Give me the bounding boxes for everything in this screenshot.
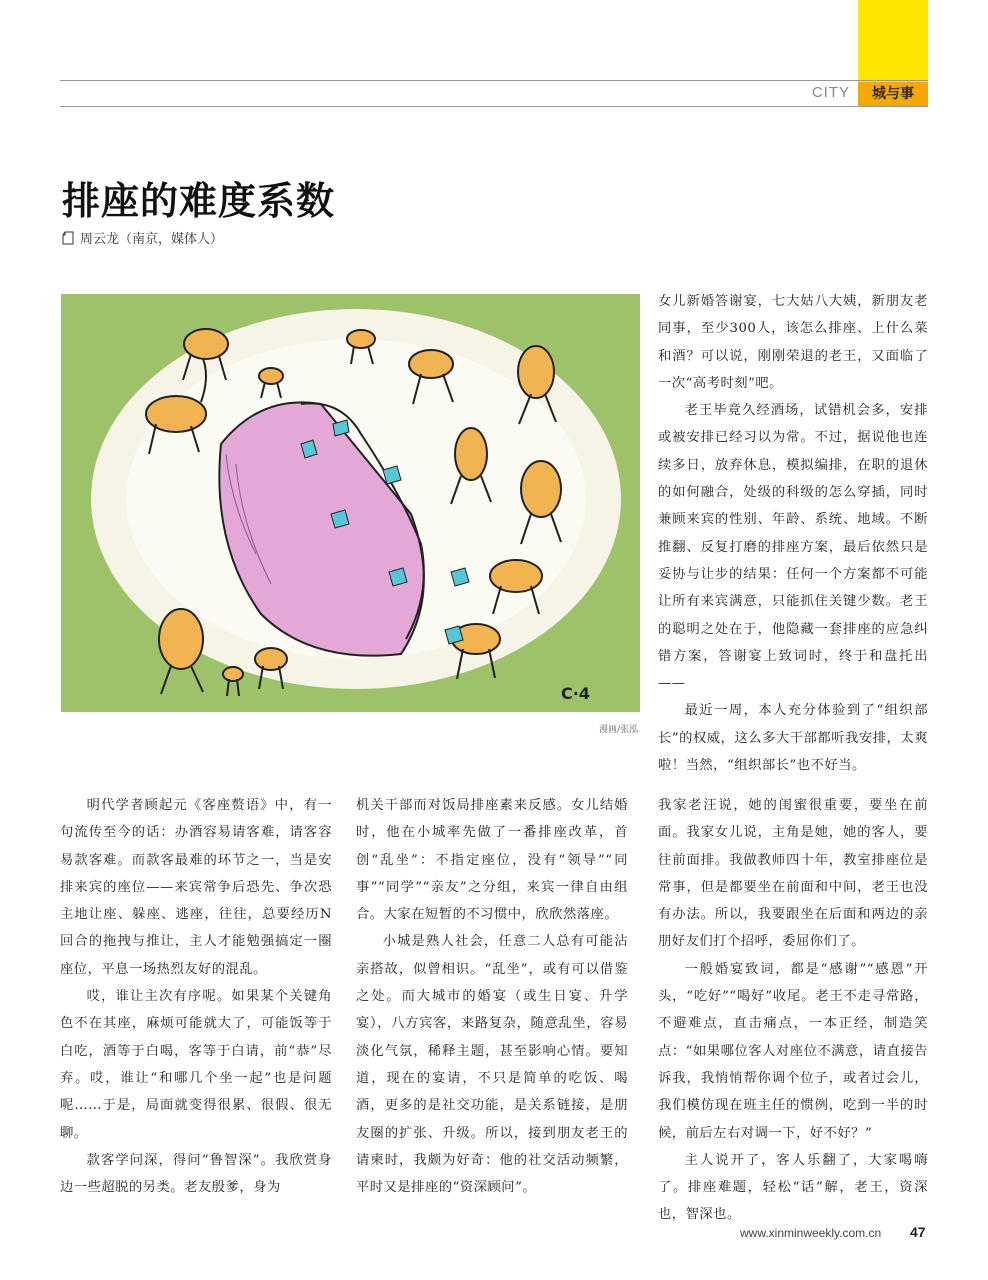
paragraph: 哎，谁让主次有序呢。如果某个关键角色不在其座，麻烦可能就大了，可能饭等于白吃，酒等于白喝，客等于白请，前“恭”尽弃。哎，谁让“和哪几个坐一起”也是问题呢……于是，局面就变得很累、很假、很无聊。 [60,989,332,1141]
section-label-en: CITY [811,84,850,101]
paragraph: 小城是熟人社会，任意二人总有可能沾亲搭故，似曾相识。“乱坐”，或有可以借鉴之处。而大城市的婚宴（或生日宴、升学宴），八方宾客，来路复杂，随意乱坐，容易淡化气氛，稀释主题，甚至影响心情。要知道，现在的宴请，不只是简单的吃饭、喝酒，更多的是社交功能，是关系链接，是朋友圈的扩张、升级。所以，接到朋友老王的请柬时，我颇为好奇：他的社交活动频繁，平时又是排座的“资深顾问”。 [356,934,628,1196]
byline [62,228,223,247]
paragraph: 机关干部而对饭局排座素来反感。女儿结婚时，他在小城率先做了一番排座改革，首创“乱坐”：不指定座位，没有“领导”“同事”“同学”“亲友”之分组，来宾一律自由组合。大家在短暂的不习惯中，欣欣然落座。 [356,798,628,923]
yellow-corner-tab [858,0,928,82]
paragraph: 明代学者顾起元《客座赘语》中，有一句流传至今的话：办酒容易请客难，请客容易款客难。而款客最难的环节之一，当是安排来宾的座位——来宾常争后恐先、争次恐主地让座、躲座、逃座，往往，总要经历N回合的拖拽与推让，主人才能勉强搞定一圈座位，平息一场热烈友好的混乱。 [60,798,332,977]
paragraph: 老王毕竟久经酒场，试错机会多，安排或被安排已经习以为常。不过，据说他也连续多日，放弃休息，模拟编排，在职的退休的如何融合，处级的科级的怎么穿插，同时兼顾来宾的性别、年龄、系统、地域。不断推翻、反复打磨的排座方案，最后依然只是妥协与让步的结果：任何一个方案都不可能让所有来宾满意，只能抓住关键少数。老王的聪明之处在于，他隐藏一套排座的应急纠错方案，答谢宴上致词时，终于和盘托出—— [658,403,928,692]
article-column-left [60,792,332,1201]
paragraph: 最近一周，本人充分体验到了“组织部长”的权威，这么多大干部都听我安排，太爽啦！当然，“组织部长”也不好当。 [658,703,928,774]
byline-text: 周云龙（南京，媒体人） [80,232,224,247]
paragraph: 女儿新婚答谢宴，七大姑八大姨，新朋友老同事，至少300人，该怎么排座、上什么菜和酒？可以说，刚刚荣退的老王，又面临了一次“高考时刻”吧。 [658,294,928,391]
paragraph: 主人说开了，客人乐翻了，大家喝嗨了。排座难题，轻松“话”解，老王，资深也，智深也。 [658,1152,928,1223]
cartoon-illustration [61,294,640,712]
article-column-right-bottom [658,792,928,1229]
website-url: www.xinminweekly.com.cn [740,1226,882,1240]
illustration-caption: 漫画/张泓 [598,725,638,735]
section-label-cn: 城与事 [858,82,928,106]
paragraph: 一般婚宴致词，都是“感谢”“感恩”开头，“吃好”“喝好”收尾。老王不走寻常路，不避难点，直击痛点，一本正经，制造笑点：“如果哪位客人对座位不满意，请直接告诉我，我悄悄帮你调个位子，或者过会儿，我们模仿现在班主任的惯例，吃到一半的时候，前后左右对调一下，好不好？” [658,961,928,1141]
header-rule [60,80,928,81]
section-rule [60,106,928,107]
page-number: 47 [910,1224,926,1240]
pen-icon [62,231,76,245]
illustration-signature: C·4 [561,684,590,703]
paragraph: 我家老汪说，她的闺蜜很重要，要坐在前面。我家女儿说，主角是她，她的客人，要往前面排。我做教师四十年，教室排座位是常事，但是都要坐在前面和中间，老王也没有办法。所以，我要跟坐在后面和两边的亲朋好友们打个招呼，委屈你们了。 [658,798,928,950]
paragraph: 款客学问深，得问“鲁智深”。我欣赏身边一些超脱的另类。老友殷爹，身为 [60,1152,332,1196]
article-column-middle [356,792,628,1201]
article-column-right-top [658,288,928,779]
article-title: 排座的难度系数 [62,179,336,223]
